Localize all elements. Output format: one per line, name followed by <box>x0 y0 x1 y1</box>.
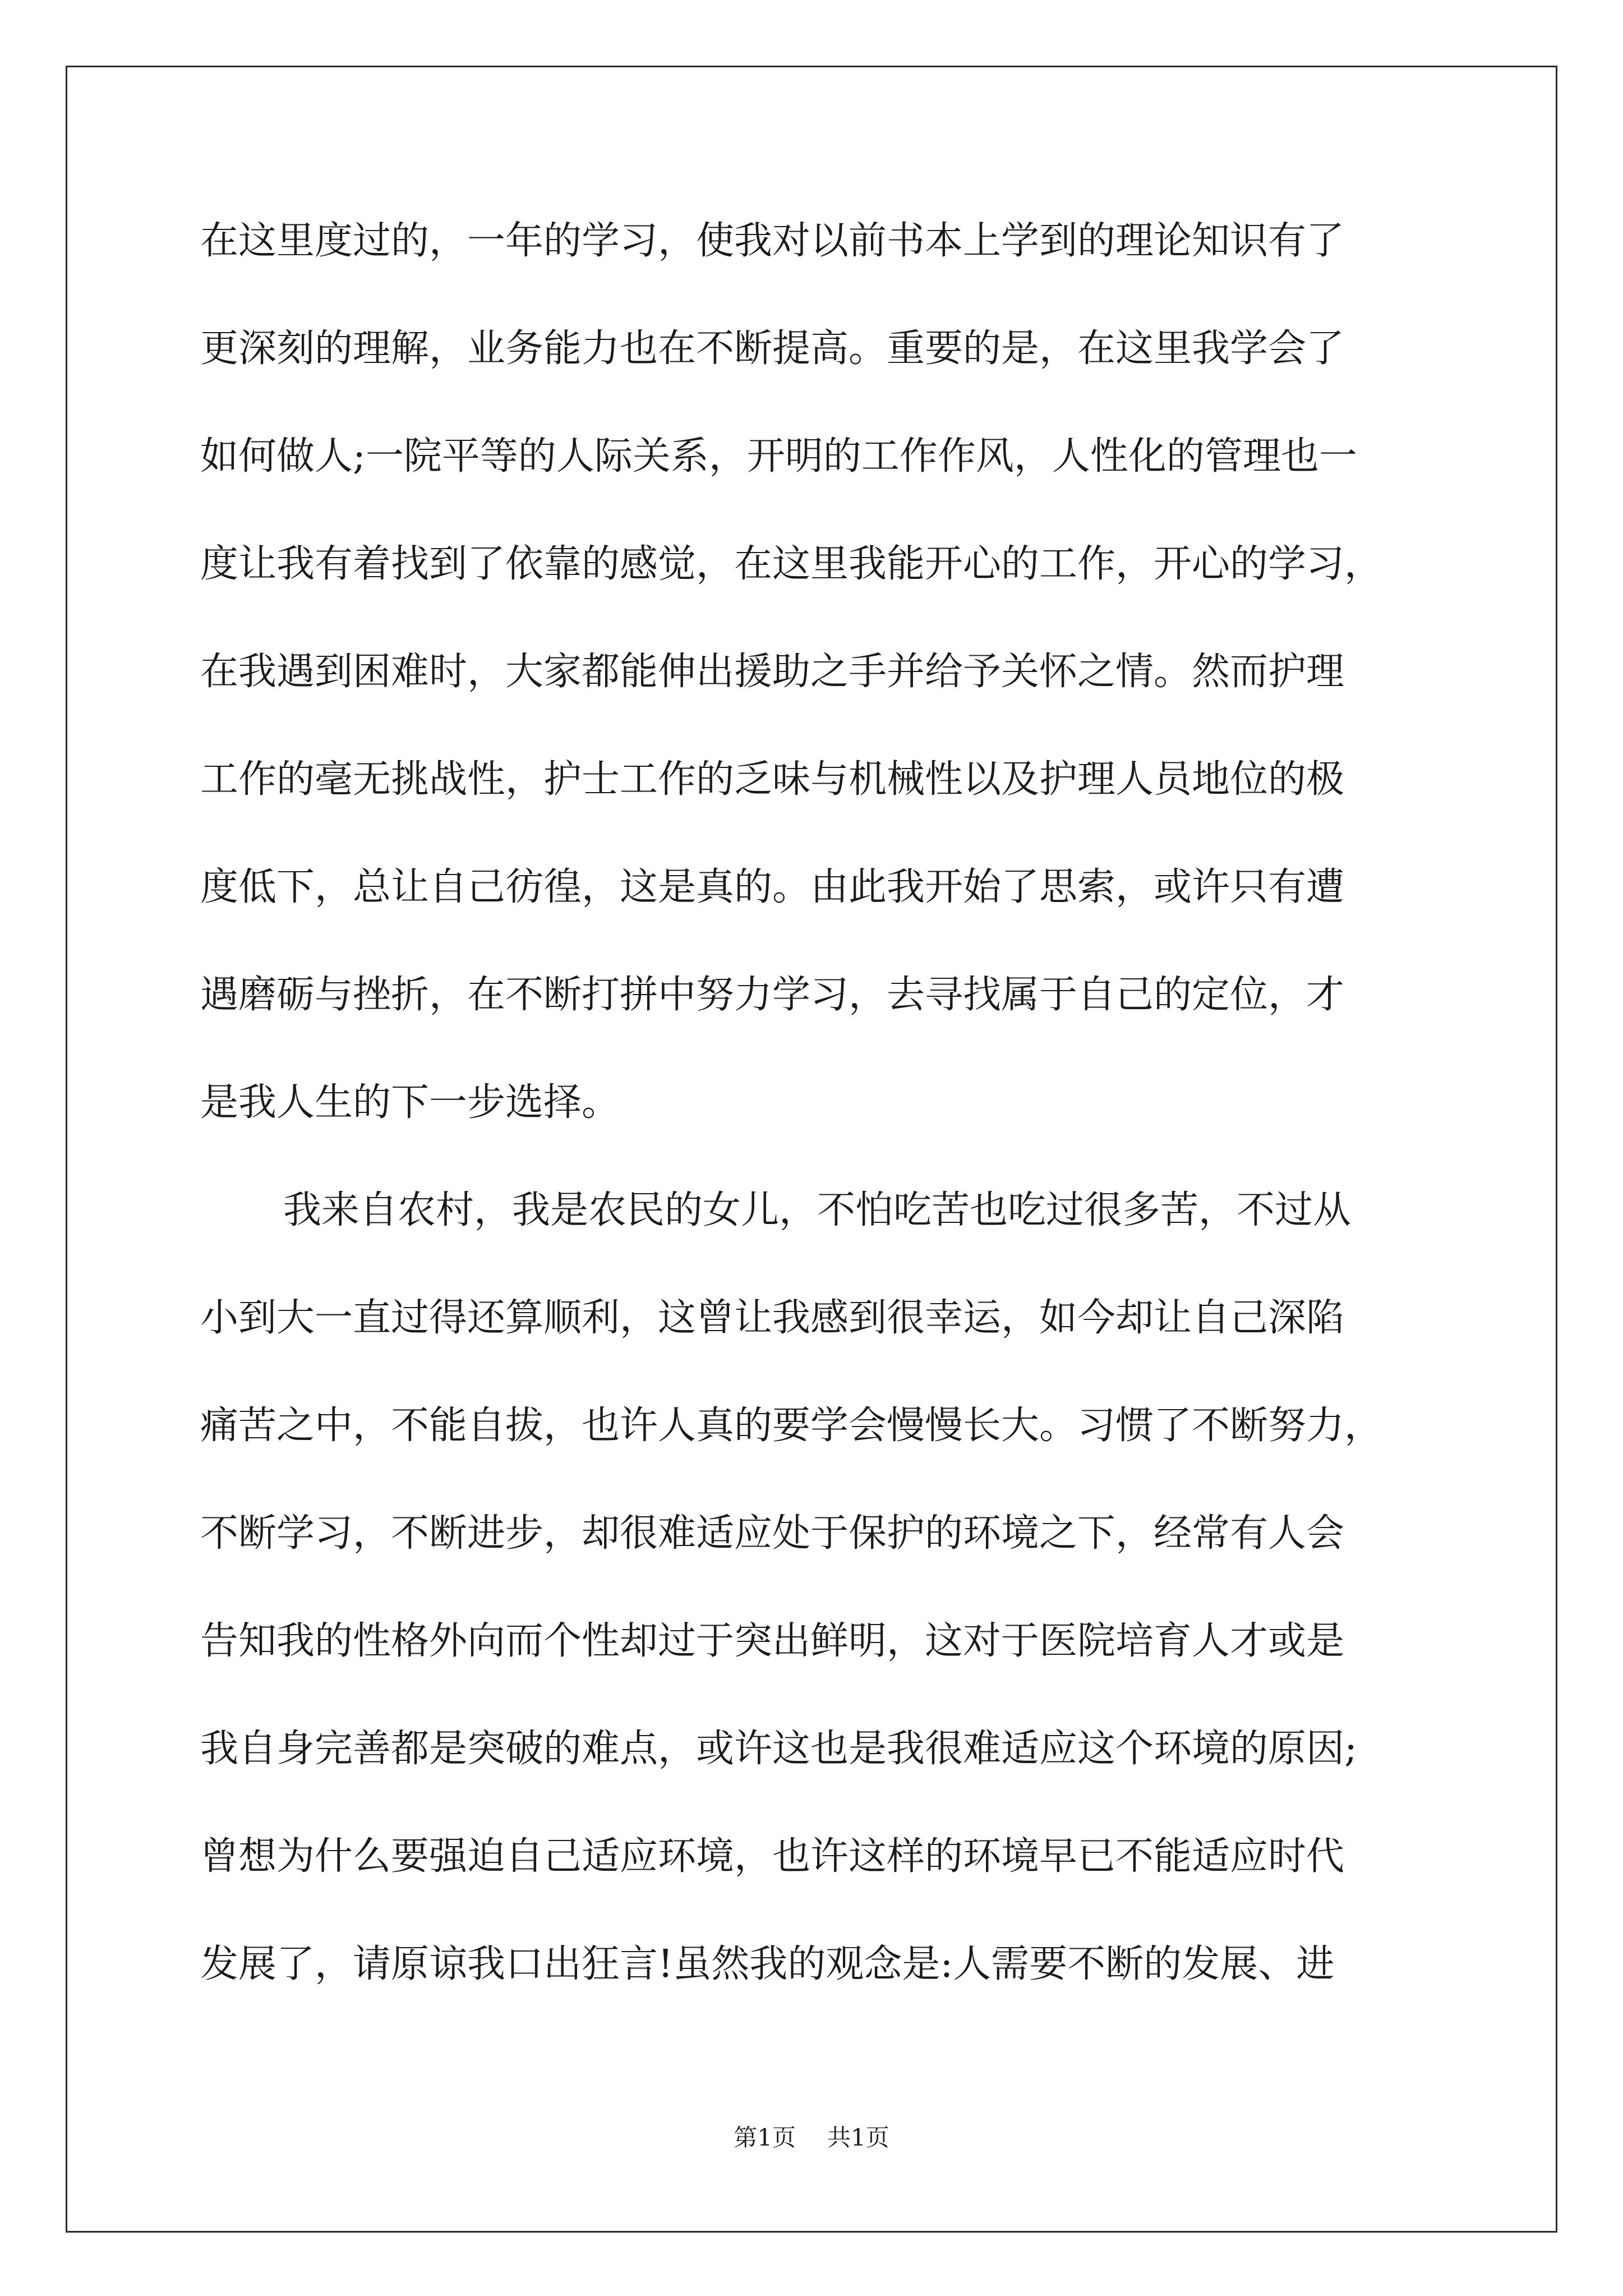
text-line: 度低下，总让自己彷徨，这是真的。由此我开始了思索，或许只有遭 <box>200 865 1345 909</box>
text-line: 度让我有着找到了依靠的感觉，在这里我能开心的工作，开心的学习， <box>200 542 1383 586</box>
page-total: 共1页 <box>827 2124 889 2151</box>
text-line: 是我人生的下一步选择。 <box>200 1080 620 1125</box>
text-line: 痛苦之中，不能自拔，也许人真的要学会慢慢长大。习惯了不断努力， <box>200 1404 1383 1448</box>
text-line: 在我遇到困难时，大家都能伸出援助之手并给予关怀之情。然而护理 <box>200 650 1345 694</box>
text-line: 不断学习，不断进步，却很难适应处于保护的环境之下，经常有人会 <box>200 1511 1345 1556</box>
text-line: 我自身完善都是突破的难点，或许这也是我很难适应这个环境的原因; <box>200 1727 1357 1771</box>
text-line: 小到大一直过得还算顺利，这曾让我感到很幸运，如今却让自己深陷 <box>200 1296 1345 1340</box>
document-body <box>200 208 1434 2039</box>
text-line: 工作的毫无挑战性，护士工作的乏味与机械性以及护理人员地位的极 <box>200 757 1345 802</box>
paragraph-start-line: 我来自农村，我是农民的女儿，不怕吃苦也吃过很多苦，不过从 <box>283 1188 1352 1232</box>
text-line: 告知我的性格外向而个性却过于突出鲜明，这对于医院培育人才或是 <box>200 1619 1345 1663</box>
page-footer <box>0 2119 1623 2153</box>
text-line: 更深刻的理解，业务能力也在不断提高。重要的是，在这里我学会了 <box>200 326 1345 371</box>
page-number: 第1页 <box>734 2124 796 2151</box>
text-line: 曾想为什么要强迫自己适应环境，也许这样的环境早已不能适应时代 <box>200 1834 1345 1879</box>
text-line: 遇磨砺与挫折，在不断打拼中努力学习，去寻找属于自己的定位，才 <box>200 973 1345 1017</box>
text-line: 发展了，请原谅我口出狂言!虽然我的观念是:人需要不断的发展、进 <box>200 1942 1335 1986</box>
text-line: 在这里度过的，一年的学习，使我对以前书本上学到的理论知识有了 <box>200 219 1345 263</box>
text-line: 如何做人;一院平等的人际关系，开明的工作作风，人性化的管理也一 <box>200 434 1357 478</box>
